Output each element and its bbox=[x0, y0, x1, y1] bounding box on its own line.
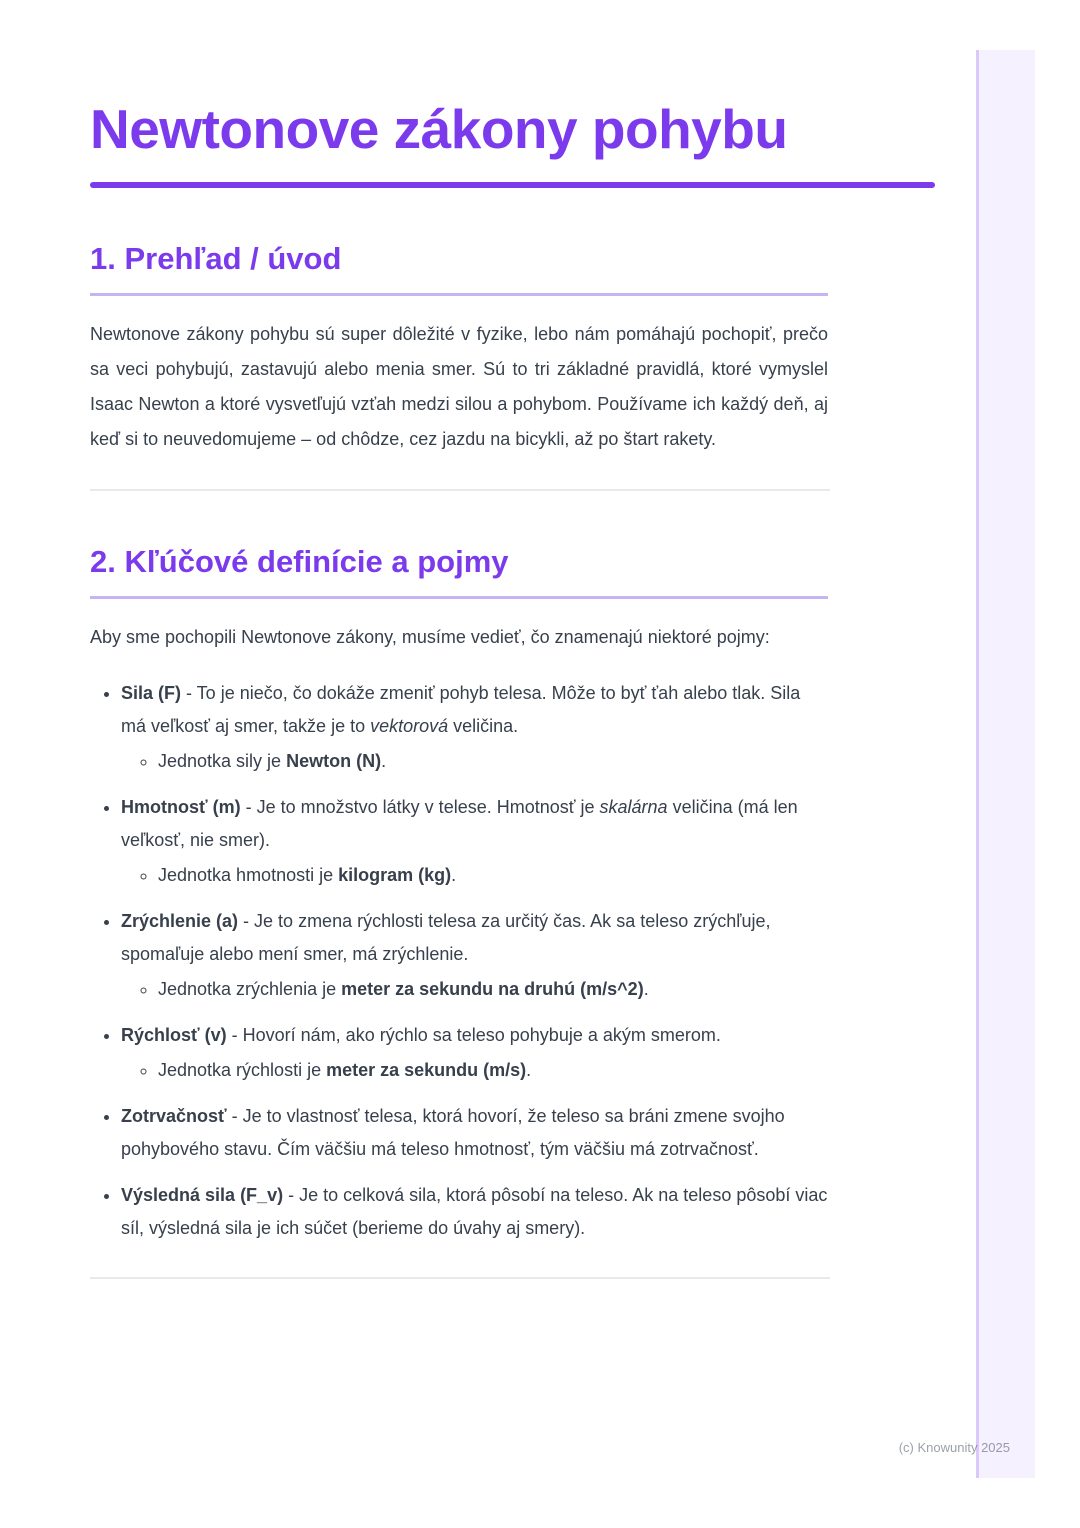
page-title: Newtonove zákony pohybu bbox=[90, 98, 788, 160]
term-subitem bbox=[158, 973, 828, 1006]
definitions-intro-paragraph: Aby sme pochopili Newtonove zákony, musíme vedieť, čo znamenajú niektoré pojmy: bbox=[90, 627, 770, 647]
term-sublist bbox=[121, 745, 828, 778]
term-bold-text: Hmotnosť (m) bbox=[121, 797, 241, 817]
term-text: Jednotka rýchlosti je bbox=[158, 1060, 327, 1080]
term-item bbox=[121, 1019, 828, 1087]
term-item bbox=[121, 791, 828, 892]
term-bold-text: Newton (N) bbox=[286, 751, 382, 771]
title-underline bbox=[90, 182, 935, 188]
term-text: - Je to vlastnosť telesa, ktorá hovorí, že teleso sa bráni zmene svojho pohybového stavu. Čím väčšiu má teleso hmotnosť, tým väčšiu má zotrvačnosť. bbox=[121, 1106, 785, 1159]
term-text: . bbox=[451, 865, 457, 885]
term-bold-text: meter za sekundu (m/s) bbox=[326, 1060, 527, 1080]
section-divider bbox=[90, 1277, 830, 1279]
term-item bbox=[121, 1100, 828, 1166]
term-text: . bbox=[526, 1060, 532, 1080]
overview-paragraph: Newtonove zákony pohybu sú super dôležité v fyzike, lebo nám pomáhajú pochopiť, prečo sa veci pohybujú, zastavujú alebo menia smer. Sú to tri základné pravidlá, ktoré vymyslel Isaac Newton a ktoré vysvetľujú vzťah medzi silou a pohybom. Používame ich každý deň, aj keď si to neuvedomujeme – od chôdze, cez jazdu na bicykli, až po štart rakety. bbox=[90, 324, 828, 449]
section-definitions bbox=[90, 543, 935, 1245]
term-bold-text: kilogram (kg) bbox=[338, 865, 452, 885]
term-item bbox=[121, 905, 828, 1006]
term-text: veličina. bbox=[448, 716, 519, 736]
term-subitem bbox=[158, 1054, 828, 1087]
term-text: - To je niečo, čo dokáže zmeniť pohyb telesa. Môže to byť ťah alebo tlak. Sila má veľkosť aj smer, takže je to bbox=[121, 683, 801, 736]
term-text: veličina (má len veľkosť, nie smer). bbox=[121, 797, 798, 850]
term-bold-text: Zrýchlenie (a) bbox=[121, 911, 239, 931]
term-bold-text: meter za sekundu na druhú (m/s^2) bbox=[341, 979, 644, 999]
section-heading-underline bbox=[90, 293, 828, 296]
term-sublist bbox=[121, 973, 828, 1006]
term-text: - Je to celková sila, ktorá pôsobí na teleso. Ak na teleso pôsobí viac síl, výsledná sila je ich súčet (berieme do úvahy aj smery). bbox=[121, 1185, 828, 1238]
right-margin-strip bbox=[976, 50, 1035, 1478]
term-text: . bbox=[643, 979, 649, 999]
section-divider bbox=[90, 489, 830, 491]
term-sublist bbox=[121, 1054, 828, 1087]
term-text: Jednotka sily je bbox=[158, 751, 287, 771]
term-bold-text: Výsledná sila (F_v) bbox=[121, 1185, 284, 1205]
section-heading-overview: 1. Prehľad / úvod bbox=[90, 241, 342, 276]
term-sublist bbox=[121, 859, 828, 892]
section-overview bbox=[90, 240, 935, 457]
term-item bbox=[121, 677, 828, 778]
term-bold-text: Rýchlosť (v) bbox=[121, 1025, 227, 1045]
document-content bbox=[90, 0, 935, 1279]
term-bold-text: Sila (F) bbox=[121, 683, 182, 703]
term-text: . bbox=[381, 751, 387, 771]
section-heading-definitions: 2. Kľúčové definície a pojmy bbox=[90, 544, 509, 579]
terms-list bbox=[90, 677, 828, 1245]
footer-copyright: (c) Knowunity 2025 bbox=[898, 1440, 1010, 1455]
term-text: Jednotka zrýchlenia je bbox=[158, 979, 342, 999]
term-italic-text: skalárna bbox=[599, 797, 668, 817]
section-heading-underline bbox=[90, 596, 828, 599]
term-text: - Je to zmena rýchlosti telesa za určitý čas. Ak sa teleso zrýchľuje, spomaľuje alebo mení smer, má zrýchlenie. bbox=[121, 911, 771, 964]
term-italic-text: vektorová bbox=[370, 716, 449, 736]
term-bold-text: Zotrvačnosť bbox=[121, 1106, 227, 1126]
term-text: - Je to množstvo látky v telese. Hmotnosť je bbox=[240, 797, 600, 817]
term-subitem bbox=[158, 745, 828, 778]
term-text: - Hovorí nám, ako rýchlo sa teleso pohybuje a akým smerom. bbox=[226, 1025, 721, 1045]
term-subitem bbox=[158, 859, 828, 892]
term-text: Jednotka hmotnosti je bbox=[158, 865, 339, 885]
term-item bbox=[121, 1179, 828, 1245]
